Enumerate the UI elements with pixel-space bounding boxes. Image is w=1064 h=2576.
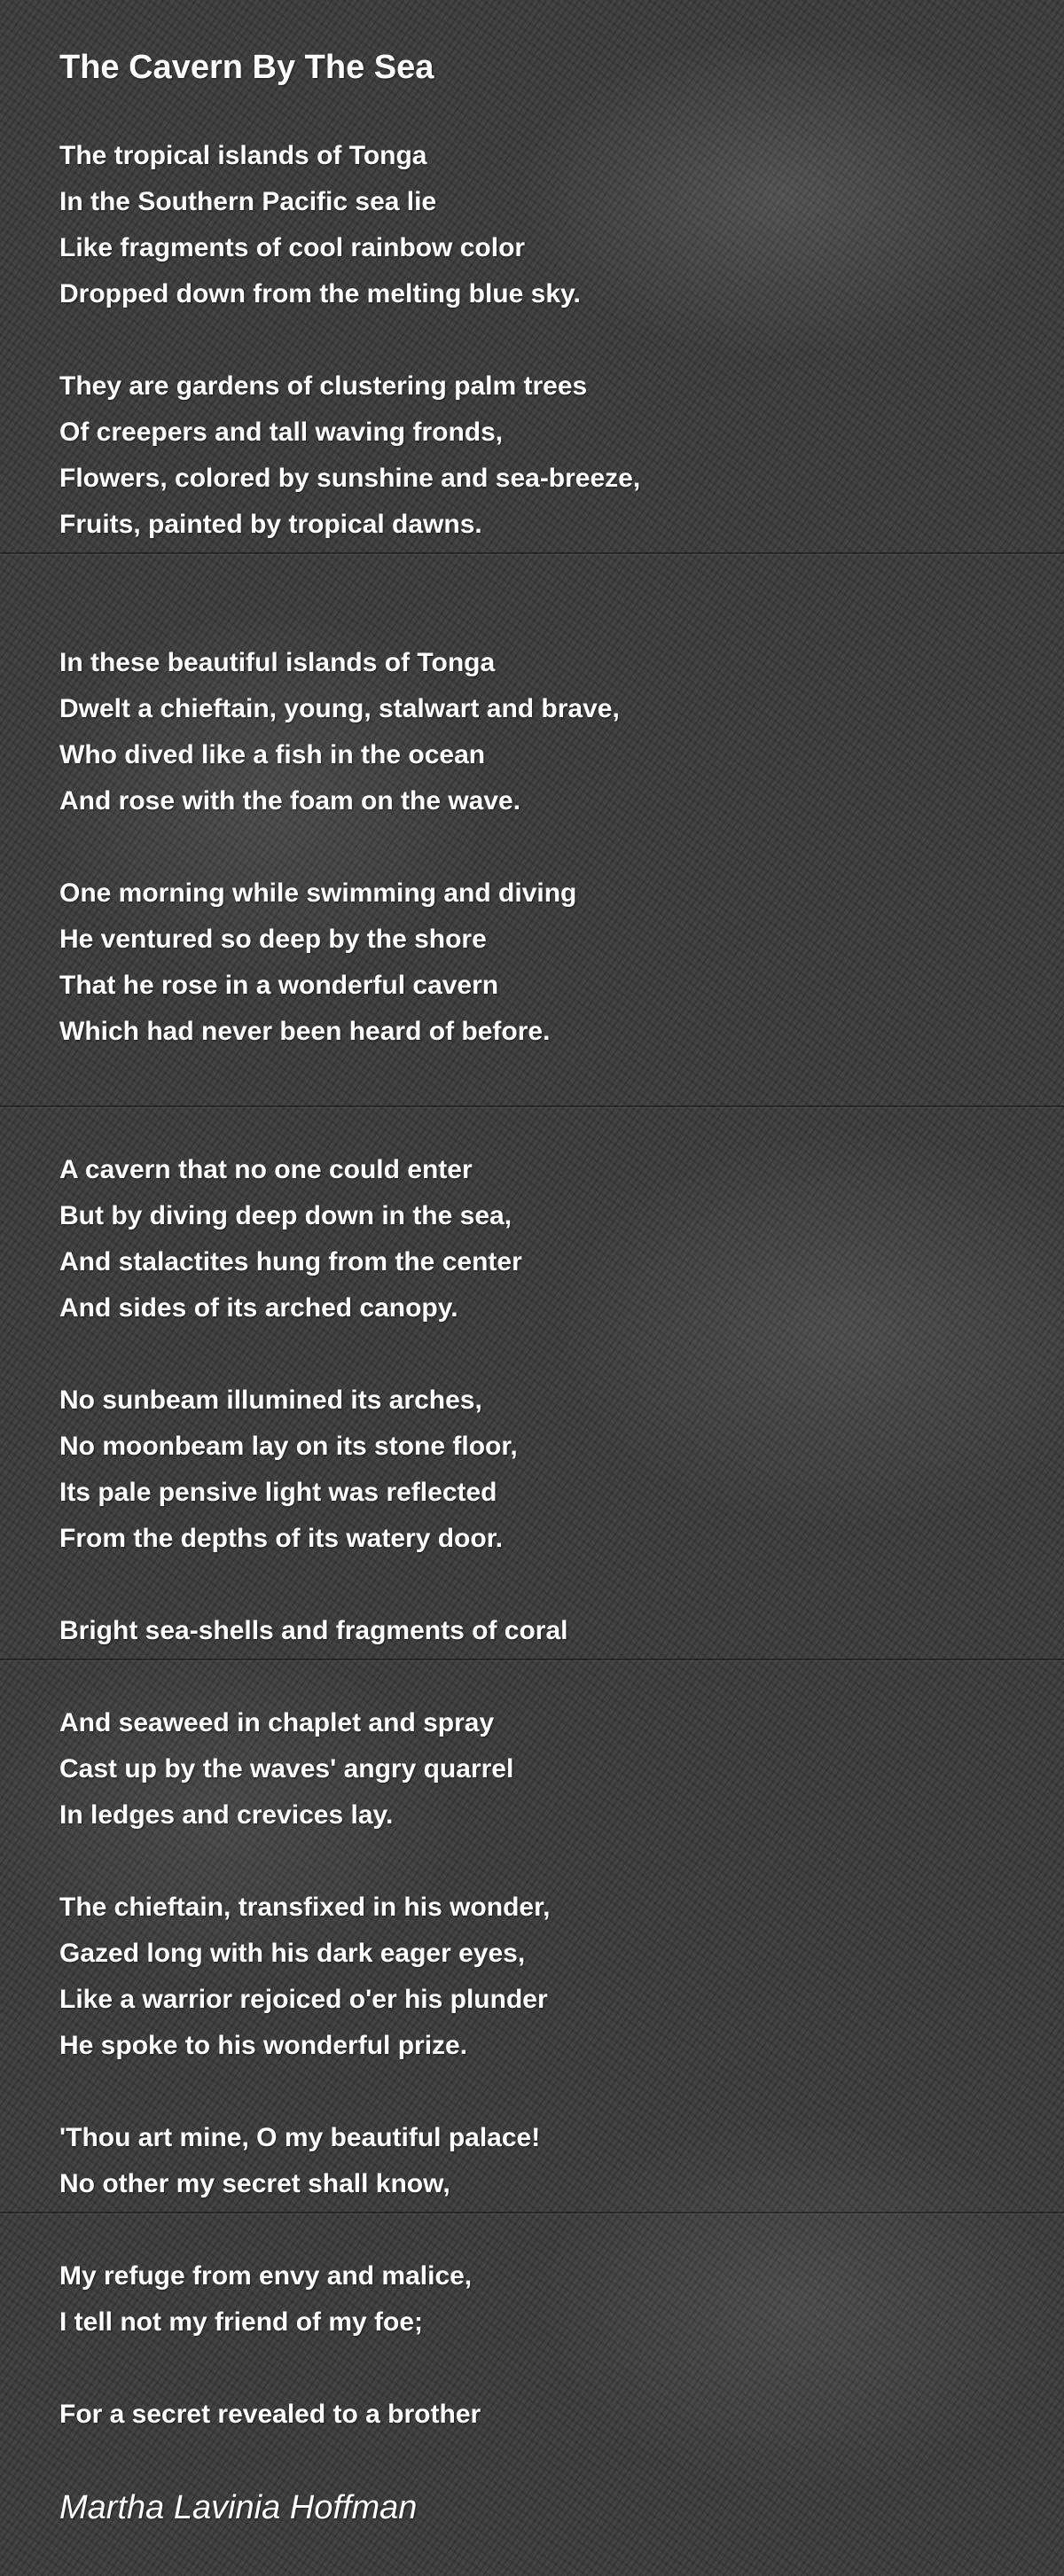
poem-line: Bright sea-shells and fragments of coral [59,1616,568,1645]
poem-line: Who dived like a fish in the ocean [59,740,486,769]
poem-line: Flowers, colored by sunshine and sea-breeze, [59,464,641,493]
poem-line: Like a warrior rejoiced o'er his plunder [59,1985,548,2014]
stanza-7 [59,1608,640,1838]
author-name: Martha Lavinia Hoffman [59,2489,418,2526]
poem-line: In these beautiful islands of Tonga [59,648,496,677]
poem-line: Its pale pensive light was reflected [59,1478,497,1507]
poem-line: No sunbeam illumined its arches, [59,1386,482,1415]
poem-line: Of creepers and tall waving fronds, [59,418,504,447]
poem-line: He ventured so deep by the shore [59,925,487,954]
poem-line: Gazed long with his dark eager eyes, [59,1939,526,1968]
poem-line: And sides of its arched canopy. [59,1293,458,1323]
poem-line: They are gardens of clustering palm trees [59,371,588,401]
poem-line: Fruits, painted by tropical dawns. [59,510,482,539]
poem-line: But by diving deep down in the sea, [59,1201,512,1230]
poem-body [59,133,640,2484]
poem-line: Cast up by the waves' angry quarrel [59,1754,514,1784]
stanza-2 [59,363,640,548]
poem-line: A cavern that no one could enter [59,1155,473,1184]
poem-line: And seaweed in chaplet and spray [59,1708,495,1737]
stanza-5 [59,1147,640,1331]
poem-line: No other my secret shall know, [59,2169,450,2198]
poem-line: From the depths of its watery door. [59,1524,504,1553]
poem-line: No moonbeam lay on its stone floor, [59,1432,518,1461]
poem-title: The Cavern By The Sea [59,49,434,86]
poem-line: 'Thou art mine, O my beautiful palace! [59,2123,541,2152]
stanza-3 [59,640,640,824]
poem-line: Like fragments of cool rainbow color [59,233,526,262]
stanza-6 [59,1378,640,1562]
poem-line: He spoke to his wonderful prize. [59,2031,468,2060]
poem-line: And rose with the foam on the wave. [59,786,521,816]
poem-line: Dropped down from the melting blue sky. [59,279,581,308]
poem-line: The chieftain, transfixed in his wonder, [59,1893,551,1922]
poem-line: For a secret revealed to a brother [59,2400,481,2429]
poem-line: And stalactites hung from the center [59,1247,522,1276]
stanza-10 [59,2392,640,2438]
stanza-9 [59,2115,640,2346]
poem-line: One morning while swimming and diving [59,878,577,908]
poem-line: That he rose in a wonderful cavern [59,971,499,1000]
poem-line: Which had never been heard of before. [59,1017,551,1046]
stanza-1 [59,133,640,317]
stanza-8 [59,1885,640,2069]
poem-line: In the Southern Pacific sea lie [59,187,437,216]
poem-line: I tell not my friend of my foe; [59,2307,424,2337]
poem-line: In ledges and crevices lay. [59,1800,394,1830]
poem-line: The tropical islands of Tonga [59,141,427,170]
poem-line: Dwelt a chieftain, young, stalwart and brave, [59,694,620,723]
poem-line [59,1654,640,1700]
poem-line [59,2207,640,2253]
stanza-4 [59,870,640,1055]
poem-line: My refuge from envy and malice, [59,2261,473,2291]
